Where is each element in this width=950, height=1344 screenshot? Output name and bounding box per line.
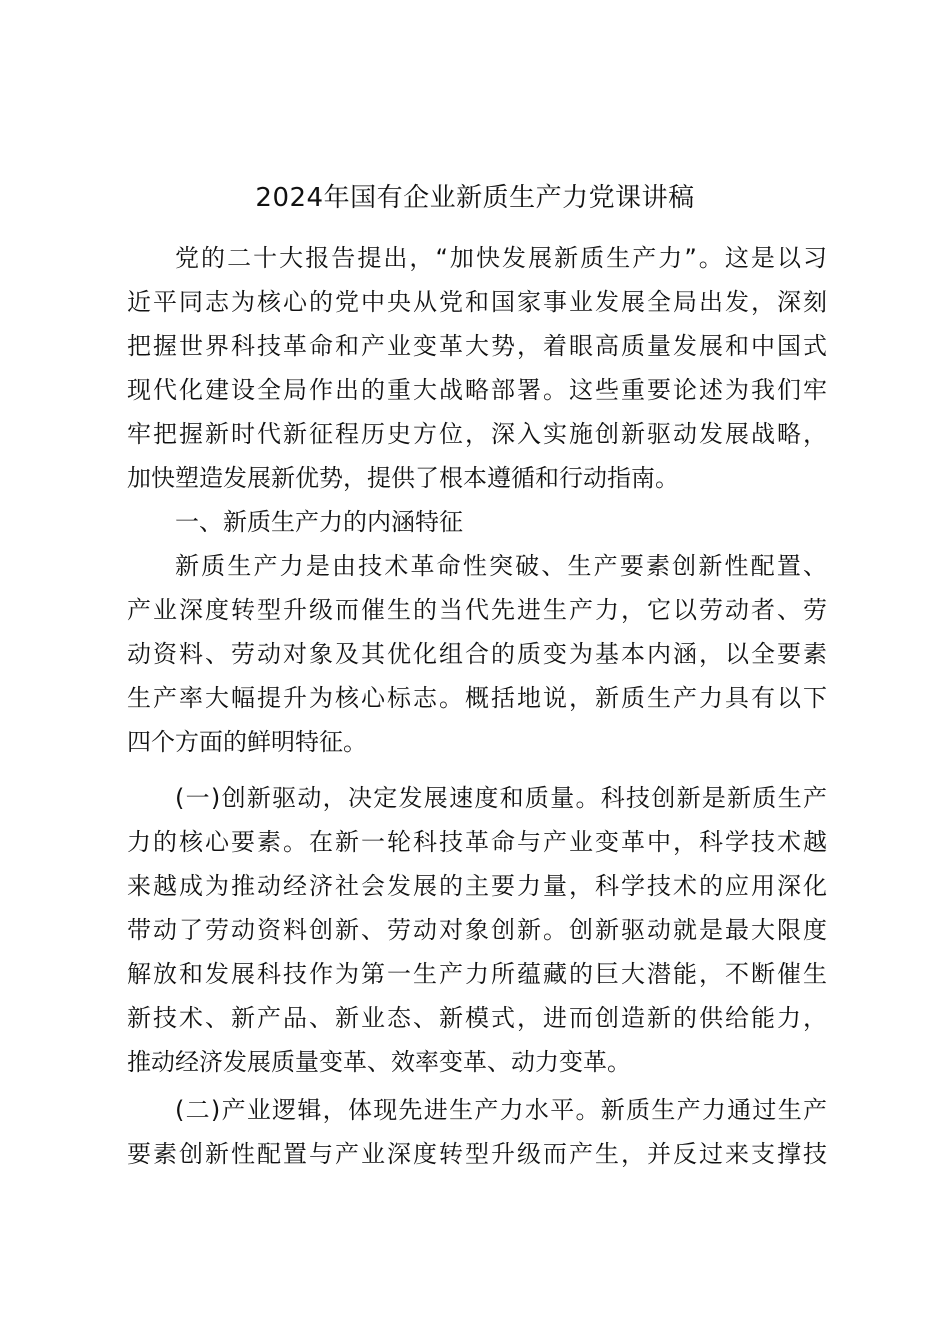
paragraph-line: 要素创新性配置与产业深度转型升级而产生，并反过来支撑技 — [127, 1140, 827, 1168]
paragraph-line: 加快塑造发展新优势，提供了根本遵循和行动指南。 — [127, 464, 679, 492]
paragraph-line: 动资料、劳动对象及其优化组合的质变为基本内涵，以全要素 — [127, 640, 827, 668]
paragraph-line: 推动经济发展质量变革、效率变革、动力变革。 — [127, 1048, 631, 1076]
paragraph-line: 近平同志为核心的党中央从党和国家事业发展全局出发，深刻 — [127, 288, 827, 316]
paragraph-line: (一)创新驱动，决定发展速度和质量。科技创新是新质生产 — [175, 784, 827, 812]
paragraph-line: 产业深度转型升级而催生的当代先进生产力，它以劳动者、劳 — [127, 596, 827, 624]
paragraph-line: 新质生产力是由技术革命性突破、生产要素创新性配置、 — [175, 552, 827, 580]
paragraph-line: 新技术、新产品、新业态、新模式，进而创造新的供给能力， — [127, 1004, 827, 1032]
paragraph-line: 解放和发展科技作为第一生产力所蕴藏的巨大潜能，不断催生 — [127, 960, 827, 988]
paragraph-line: 现代化建设全局作出的重大战略部署。这些重要论述为我们牢 — [127, 376, 827, 404]
section-heading: 一、新质生产力的内涵特征 — [175, 508, 463, 536]
paragraph-line: 带动了劳动资料创新、劳动对象创新。创新驱动就是最大限度 — [127, 916, 827, 944]
paragraph-line: 党的二十大报告提出，“加快发展新质生产力”。这是以习 — [175, 244, 827, 272]
paragraph-line: 四个方面的鲜明特征。 — [127, 728, 367, 756]
document-title: 2024年国有企业新质生产力党课讲稿 — [255, 183, 695, 213]
paragraph-line: (二)产业逻辑，体现先进生产力水平。新质生产力通过生产 — [175, 1096, 827, 1124]
paragraph-line: 力的核心要素。在新一轮科技革命与产业变革中，科学技术越 — [127, 828, 827, 856]
paragraph-line: 把握世界科技革命和产业变革大势，着眼高质量发展和中国式 — [127, 332, 827, 360]
paragraph-line: 生产率大幅提升为核心标志。概括地说，新质生产力具有以下 — [127, 684, 827, 712]
paragraph-line: 来越成为推动经济社会发展的主要力量，科学技术的应用深化 — [127, 872, 827, 900]
paragraph-line: 牢把握新时代新征程历史方位，深入实施创新驱动发展战略， — [127, 420, 827, 448]
